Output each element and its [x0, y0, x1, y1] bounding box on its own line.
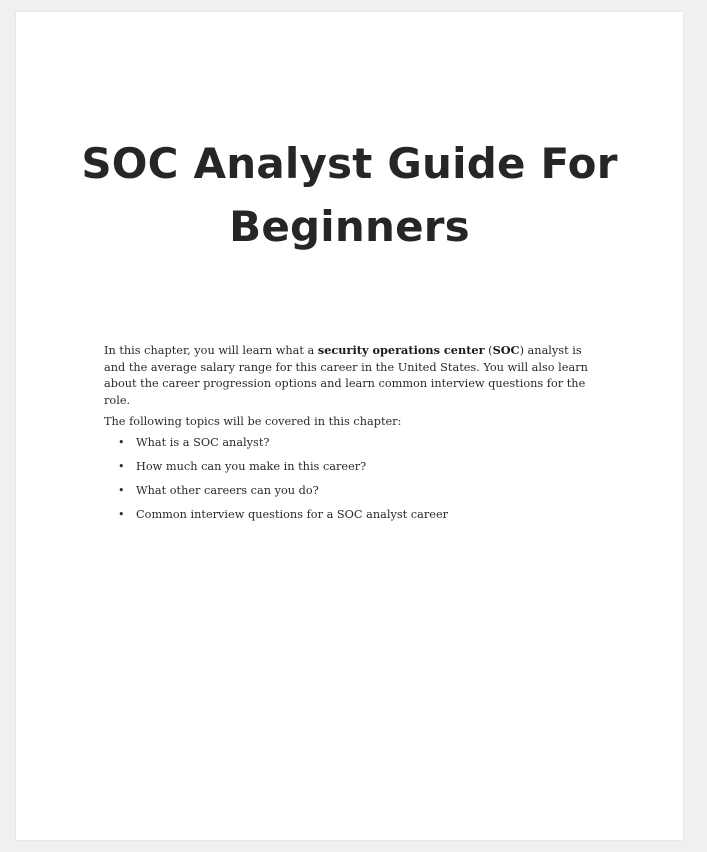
topics-lead: The following topics will be covered in this chapter:	[104, 415, 402, 428]
topic-text: What is a SOC analyst?	[136, 435, 270, 449]
chapter-title-line-2: Beginners	[229, 202, 470, 251]
list-item	[118, 435, 594, 452]
list-item	[118, 459, 594, 476]
intro-bold-term: security operations center	[317, 343, 485, 357]
topic-text: How much can you make in this career?	[136, 459, 367, 473]
bullet-icon: •	[118, 459, 125, 473]
topic-text: Common interview questions for a SOC analyst career	[136, 507, 449, 521]
list-item	[118, 507, 594, 524]
topic-list	[104, 435, 594, 524]
intro-text-2: (	[484, 344, 493, 357]
chapter-body	[104, 342, 594, 531]
intro-bold-acronym: SOC	[492, 343, 520, 357]
list-item	[118, 483, 594, 500]
bullet-icon: •	[118, 507, 125, 521]
intro-text-3: ) analyst is and the average salary range for this career in the United States. You will also learn about the career progression options and learn common interview questions for the role.	[104, 344, 588, 407]
chapter-title-line-1: SOC Analyst Guide For	[81, 139, 618, 188]
bullet-icon: •	[118, 435, 125, 449]
document-page	[16, 12, 683, 840]
bullet-icon: •	[118, 483, 125, 497]
topic-text: What other careers can you do?	[136, 483, 319, 497]
chapter-title	[16, 132, 683, 258]
intro-paragraph	[104, 342, 594, 409]
intro-text-1: In this chapter, you will learn what a	[104, 344, 318, 357]
